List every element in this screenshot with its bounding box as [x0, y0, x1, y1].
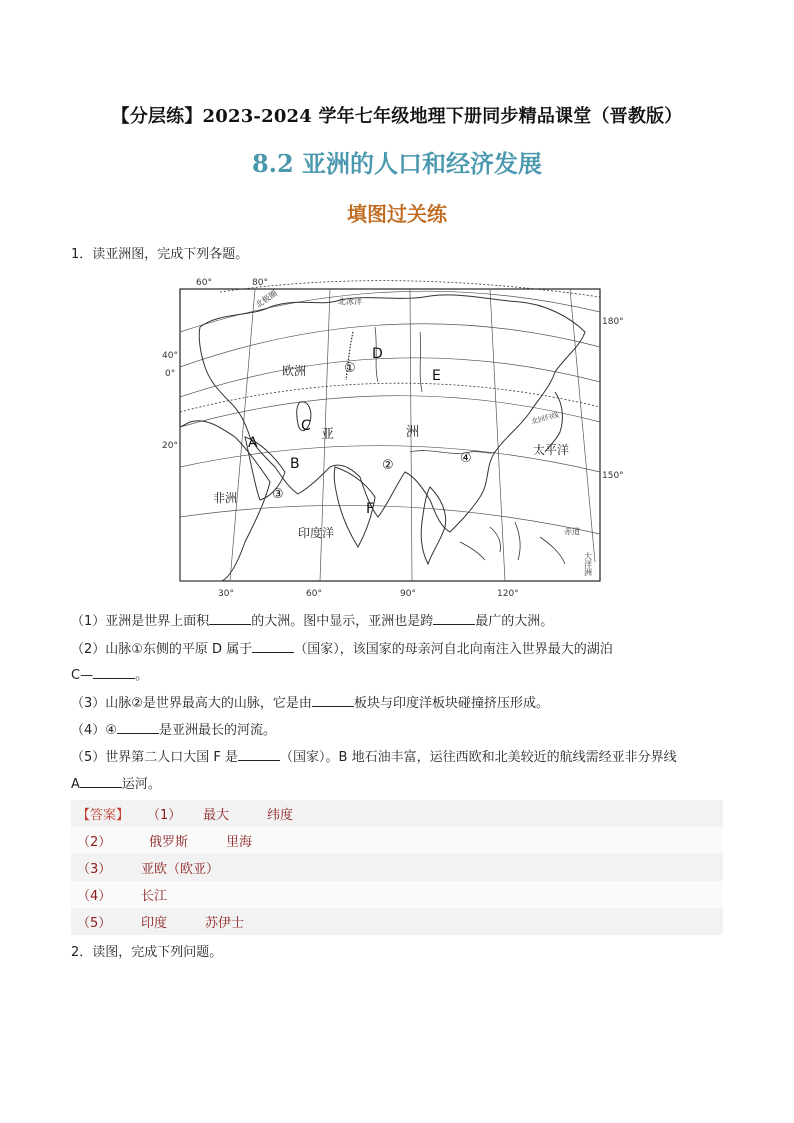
subquestion-2-cont: C— 。 — [71, 668, 149, 683]
answer-blank[interactable] — [312, 694, 354, 707]
answer-number: （5） — [77, 916, 112, 931]
answer-row — [71, 908, 723, 935]
subquestion-2: （2）山脉①东侧的平原 D 属于 （国家），该国家的母亲河自北向南注入世界最大的湖泊 — [71, 642, 613, 657]
answer-row — [71, 800, 723, 827]
marker-4: ④ — [460, 451, 472, 466]
marker-d: D — [372, 346, 383, 362]
indian-ocean-label: 印度洋 — [298, 526, 335, 540]
answer-tag: 【答案】 — [77, 808, 130, 823]
lat-label-left: 40° — [162, 351, 178, 361]
series-title: 【分层练】2023-2024 学年七年级地理下册同步精品课堂（晋教版） — [111, 106, 683, 127]
answer-value: 苏伊士 — [205, 916, 245, 931]
europe-label: 欧洲 — [282, 364, 307, 378]
marker-e: E — [432, 368, 441, 384]
answer-blank[interactable] — [252, 640, 294, 653]
answer-value: 印度 — [141, 916, 168, 931]
answer-value: 长江 — [141, 889, 168, 904]
pacific-ocean-label: 太平洋 — [533, 443, 570, 457]
map-frame — [180, 289, 600, 581]
marker-c: C — [301, 418, 311, 434]
lon-label-bottom: 30° — [218, 589, 234, 599]
asia-map — [160, 272, 624, 602]
answer-blank[interactable] — [209, 612, 251, 625]
subquestion-1: （1）亚洲是世界上面积 的大洲。图中显示，亚洲也是跨 最广的大洲。 — [71, 614, 554, 629]
marker-a: A — [248, 435, 258, 451]
lon-label-bottom: 90° — [400, 589, 416, 599]
subquestion-4: （4）④ 是亚洲最长的河流。 — [71, 723, 276, 738]
subquestion-5-cont: A 运河。 — [71, 777, 161, 792]
answer-value: 俄罗斯 — [149, 835, 189, 850]
africa-label: 非洲 — [213, 491, 238, 505]
oceania-label: 大洋洲 — [583, 552, 593, 576]
marker-1: ① — [344, 361, 356, 376]
answer-row — [71, 827, 723, 854]
answer-number: （2） — [77, 835, 112, 850]
section-title: 填图过关练 — [347, 202, 447, 226]
lat-label-left: 0° — [165, 369, 176, 379]
lon-label-top: 80° — [252, 278, 268, 288]
answer-blank[interactable] — [433, 612, 475, 625]
answer-number: （1） — [147, 808, 182, 823]
answer-value: 亚欧（欧亚） — [141, 862, 220, 877]
answer-block — [71, 800, 723, 935]
lesson-title: 8.2 亚洲的人口和经济发展 — [251, 149, 543, 178]
answer-value: 最大 — [203, 808, 230, 823]
answer-blank[interactable] — [238, 748, 280, 761]
question-1-stem: 1．读亚洲图，完成下列各题。 — [71, 247, 249, 262]
lon-label-top: 60° — [196, 278, 212, 288]
answer-blank[interactable] — [117, 721, 159, 734]
lon-label-right: 180° — [602, 317, 624, 327]
question-2-stem: 2．读图，完成下列问题。 — [71, 945, 223, 960]
marker-b: B — [290, 456, 300, 472]
lon-label-bottom: 120° — [497, 589, 519, 599]
tropic-label: 北回归线 — [530, 410, 560, 426]
answer-number: （3） — [77, 862, 112, 877]
lat-label-left: 20° — [162, 441, 178, 451]
lon-label-right: 150° — [602, 471, 624, 481]
equator-label: 赤道 — [564, 527, 580, 536]
marker-f: F — [366, 501, 375, 517]
marker-2: ② — [382, 458, 394, 473]
arctic-circle-label: 北极圈 — [253, 288, 279, 310]
answer-blank[interactable] — [80, 775, 122, 788]
lon-label-bottom: 60° — [306, 589, 322, 599]
answer-value: 纬度 — [267, 808, 294, 823]
asia-label-1: 亚 — [321, 427, 335, 442]
answer-blank[interactable] — [93, 666, 135, 679]
answer-value: 里海 — [226, 835, 253, 850]
asia-label-2: 洲 — [406, 425, 420, 440]
answer-number: （4） — [77, 889, 112, 904]
answer-row — [71, 881, 723, 908]
marker-3: ③ — [272, 487, 284, 502]
answer-row — [71, 854, 723, 881]
arctic-ocean-label: 北冰洋 — [338, 297, 362, 306]
subquestion-5: （5）世界第二人口大国 F 是 （国家）。B 地石油丰富，运往西欧和北美较近的航线需经亚非分界线 — [71, 750, 677, 765]
subquestion-3: （3）山脉②是世界最高大的山脉，它是由 板块与印度洋板块碰撞挤压形成。 — [71, 696, 549, 711]
